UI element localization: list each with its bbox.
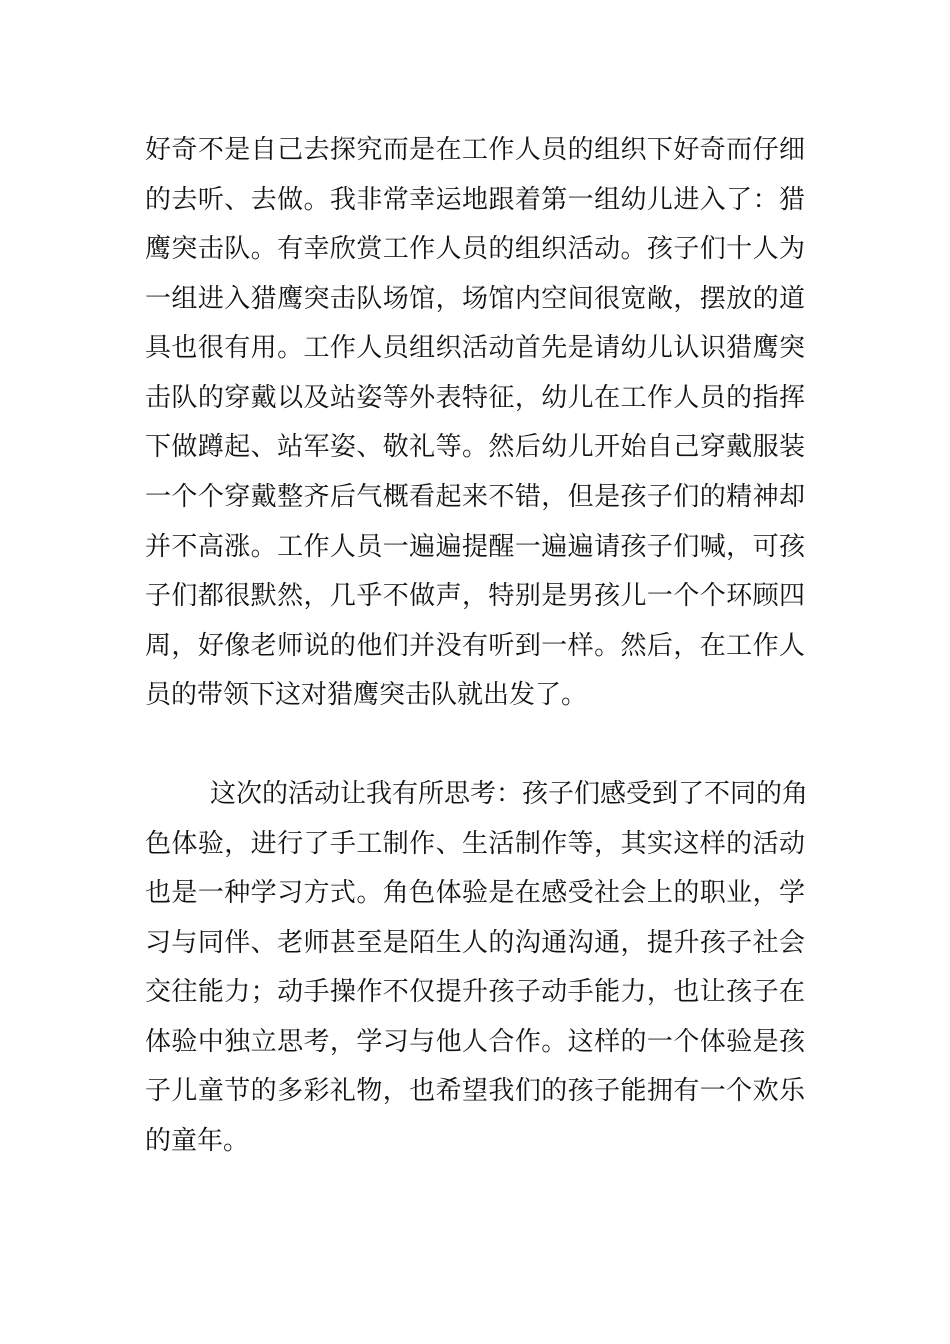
text-line: 这次的活动让我有所思考：孩子们感受到了不同的角 [210, 779, 809, 809]
text-line: 周，好像老师说的他们并没有听到一样。然后，在工作人 [145, 631, 805, 661]
text-line: 好奇不是自己去探究而是在工作人员的组织下好奇而仔细 [145, 135, 805, 165]
text-line: 交往能力；动手操作不仅提升孩子动手能力，也让孩子在 [145, 977, 805, 1007]
text-line: 体验中独立思考，学习与他人合作。这样的一个体验是孩 [145, 1027, 805, 1057]
text-line: 鹰突击队。有幸欣赏工作人员的组织活动。孩子们十人为 [145, 234, 805, 264]
text-line: 子们都很默然，几乎不做声，特别是男孩儿一个个环顾四 [145, 581, 805, 611]
text-line: 员的带领下这对猎鹰突击队就出发了。 [145, 680, 588, 710]
text-line: 的童年。 [145, 1126, 250, 1156]
text-line: 习与同伴、老师甚至是陌生人的沟通沟通，提升孩子社会 [145, 928, 805, 958]
text-line: 一个个穿戴整齐后气概看起来不错，但是孩子们的精神却 [145, 482, 805, 512]
text-line: 具也很有用。工作人员组织活动首先是请幼儿认识猎鹰突 [145, 333, 805, 363]
text-line: 子儿童节的多彩礼物，也希望我们的孩子能拥有一个欢乐 [145, 1076, 805, 1106]
text-line: 一组进入猎鹰突击队场馆，场馆内空间很宽敞，摆放的道 [145, 284, 805, 314]
text-line: 下做蹲起、站军姿、敬礼等。然后幼儿开始自己穿戴服装 [145, 432, 805, 462]
text-line: 并不高涨。工作人员一遍遍提醒一遍遍请孩子们喊，可孩 [145, 532, 805, 562]
text-line: 的去听、去做。我非常幸运地跟着第一组幼儿进入了：猎 [145, 185, 805, 215]
text-line: 色体验，进行了手工制作、生活制作等，其实这样的活动 [145, 829, 805, 859]
text-line: 击队的穿戴以及站姿等外表特征，幼儿在工作人员的指挥 [145, 383, 805, 413]
text-line: 也是一种学习方式。角色体验是在感受社会上的职业，学 [145, 878, 805, 908]
